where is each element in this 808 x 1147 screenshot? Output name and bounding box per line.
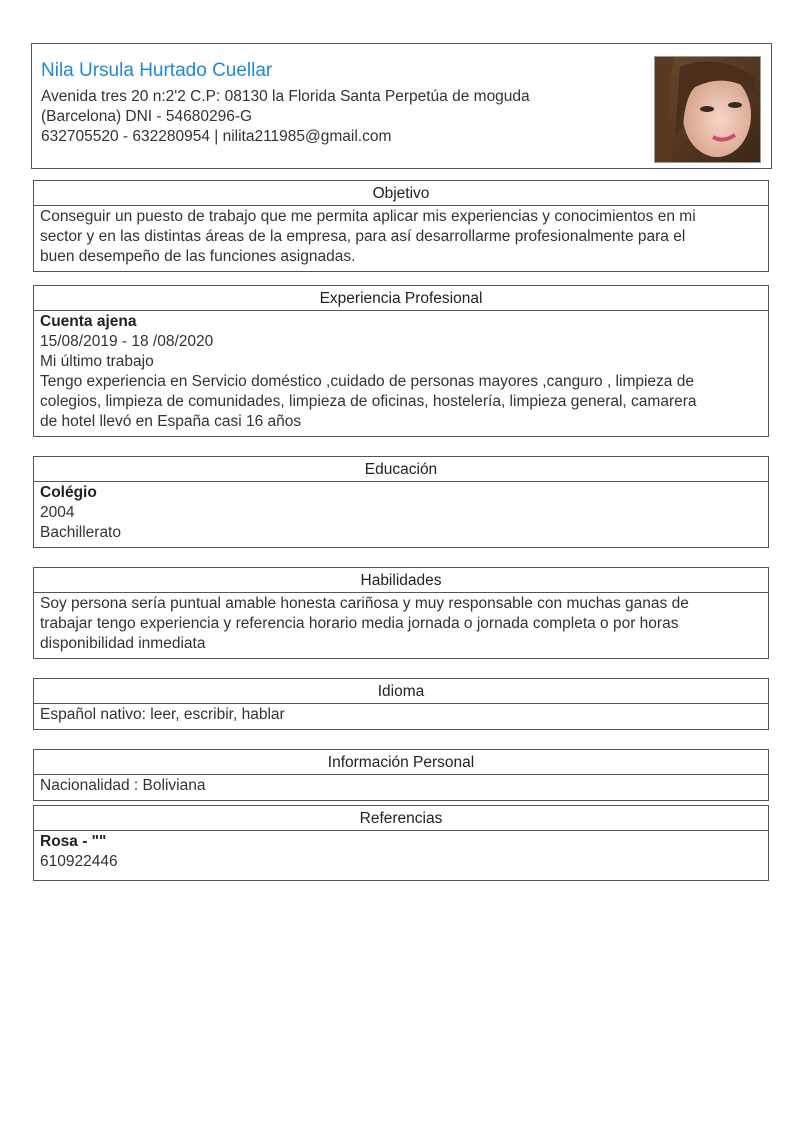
section-title: Objetivo [34,181,768,206]
candidate-name: Nila Ursula Hurtado Cuellar [41,60,273,81]
profile-photo [654,56,761,163]
text-line: Tengo experiencia en Servicio doméstico ,cuidado de personas mayores ,canguro , limpieza de [40,373,694,390]
section-body [34,775,768,800]
section-body [34,704,768,729]
reference-phone: 610922446 [40,853,118,870]
employer: Cuenta ajena [40,313,137,330]
text-line: trabajar tengo experiencia y referencia horario media jornada o jornada completa o por horas [40,615,679,632]
section-referencias [33,805,769,881]
dates: 15/08/2019 - 18 /08/2020 [40,333,214,350]
phone-email-line: 632705520 - 632280954 | nilita211985@gmail.com [41,128,392,145]
text-line: sector y en las distintas áreas de la empresa, para así desarrollarme profesionalmente para el [40,228,686,245]
contact-info [41,87,601,147]
section-title: Experiencia Profesional [34,286,768,311]
section-personal [33,749,769,801]
section-experiencia [33,285,769,437]
section-habilidades [33,567,769,659]
cv-header [31,43,772,169]
text-line: Conseguir un puesto de trabajo que me permita aplicar mis experiencias y conocimientos en mi [40,208,696,225]
section-body [34,206,768,271]
section-body [34,593,768,658]
section-body [34,482,768,547]
section-title: Educación [34,457,768,482]
section-title: Información Personal [34,750,768,775]
section-educacion [33,456,769,548]
section-title: Referencias [34,805,768,831]
degree: Bachillerato [40,524,121,541]
text-line: Soy persona sería puntual amable honesta cariñosa y muy responsable con muchas ganas de [40,595,689,612]
school: Colégio [40,484,97,501]
year: 2004 [40,504,75,521]
profile-photo-image [655,57,761,163]
section-body [34,831,768,880]
language: Español nativo: leer, escribir, hablar [40,706,285,723]
address-line-2: (Barcelona) DNI - 54680296-G [41,108,253,125]
section-title: Idioma [34,679,768,704]
text-line: disponibilidad inmediata [40,635,206,652]
nationality: Nacionalidad : Boliviana [40,777,206,794]
address-line-1: Avenida tres 20 n:2'2 C.P: 08130 la Florida Santa Perpetúa de moguda [41,88,530,105]
reference-name: Rosa - "" [40,833,107,850]
text-line: buen desempeño de las funciones asignadas. [40,248,356,265]
section-body [34,311,768,436]
position: Mi último trabajo [40,353,154,370]
text-line: colegios, limpieza de comunidades, limpieza de oficinas, hostelería, limpieza general, camarera [40,393,697,410]
section-objetivo [33,180,769,272]
text-line: de hotel llevó en España casi 16 años [40,413,302,430]
section-title: Habilidades [34,568,768,593]
section-idioma [33,678,769,730]
